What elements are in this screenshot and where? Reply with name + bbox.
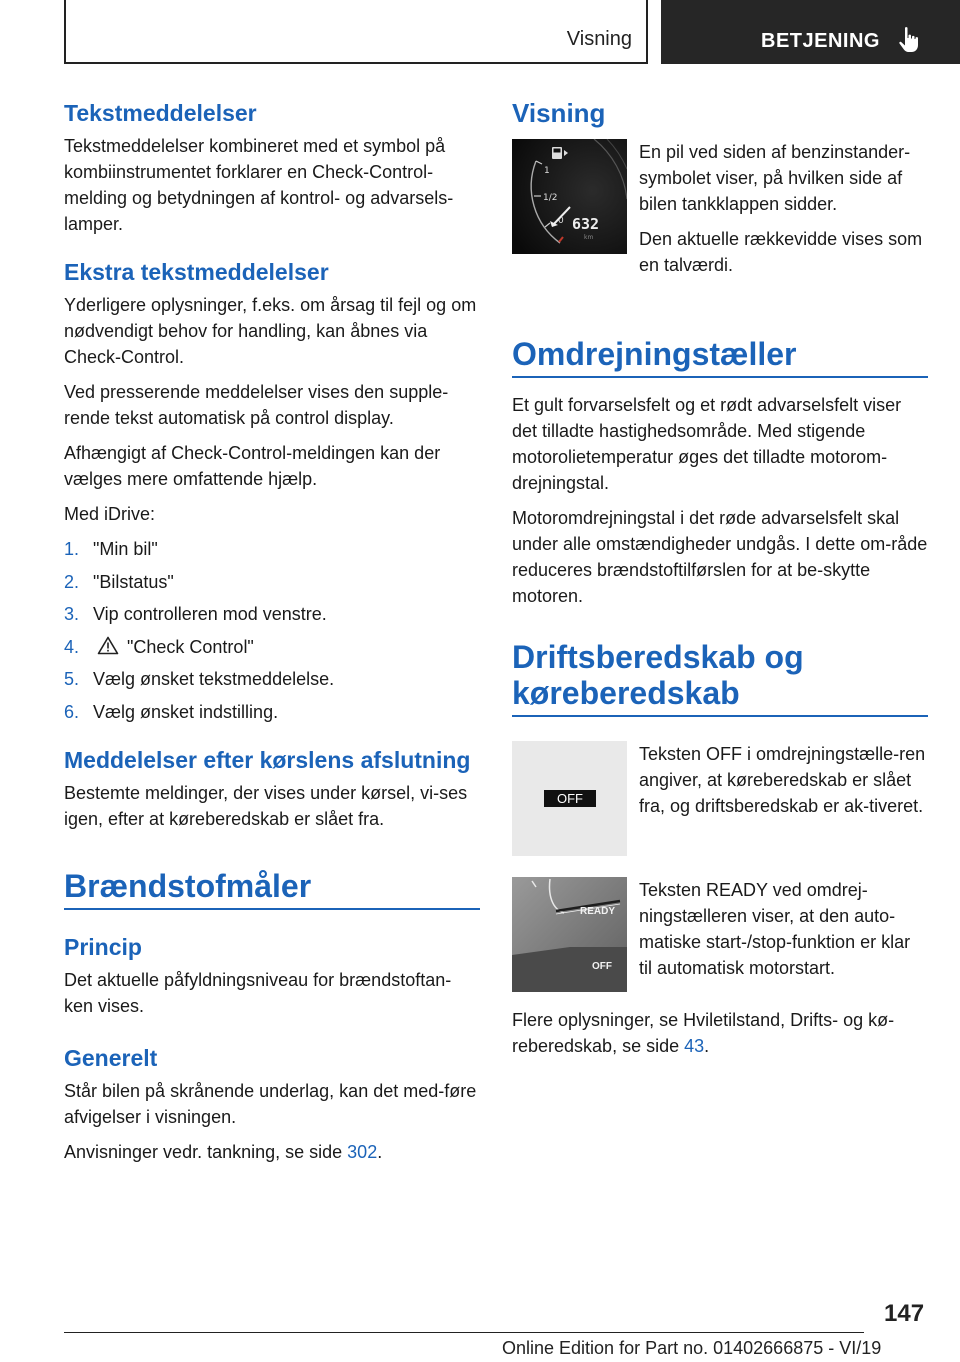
gauge-range-value: 632: [572, 215, 600, 233]
ref-text: Anvisninger vedr. tankning, se side: [64, 1141, 348, 1162]
heading-visning: Visning: [512, 98, 606, 128]
paragraph: Den aktuelle rækkevidde vises som en talværdi.: [639, 229, 923, 275]
heading-meddelelser-efter-korsel: Meddelelser efter kørslens afslutning: [64, 746, 471, 773]
section-heading-omdrejningstaeller-wrap: [512, 336, 928, 378]
heading-ekstra-tekstmeddelelser: Ekstra tekstmeddelelser: [64, 259, 329, 285]
paragraph: Bestemte meldinger, der vises under kørsel, vi-ses igen, efter at køreberedskab er slået fra.: [64, 782, 468, 829]
list-item: [64, 601, 480, 627]
step-number: 1.: [64, 539, 80, 559]
step-text: Vip controlleren mod venstre.: [93, 604, 327, 624]
pointing-hand-icon: [897, 26, 921, 54]
gauge-label-empty: 0: [558, 216, 564, 226]
off-figure-row: [512, 741, 928, 877]
gauge-label-half: 1/2: [543, 193, 558, 203]
header-chapter-tab: [661, 0, 960, 64]
step-number: 5.: [64, 669, 80, 689]
page-link-43[interactable]: 43: [684, 1036, 705, 1056]
paragraph: Med iDrive:: [64, 504, 156, 524]
step-text: "Min bil": [93, 539, 158, 559]
header-chapter-title: BETJENING: [761, 30, 880, 52]
ref-text: Flere oplysninger, se Hviletilstand, Drifts- og kø-reberedskab, se side: [512, 1010, 895, 1056]
heading-braendstofmaler: Brændstofmåler: [64, 867, 312, 904]
ready-figure-row: [512, 877, 928, 1001]
left-column: [64, 100, 480, 1174]
paragraph: Teksten OFF i omdrejningstælle-ren angiver, at køreberedskab er slået fra, og driftsberedskab er ak-tiveret.: [639, 744, 926, 816]
paragraph-page-ref: [64, 1139, 480, 1165]
off-indicator-label: OFF: [557, 791, 583, 806]
ready-off-indicator-label: OFF: [592, 961, 612, 972]
page-number: 147: [884, 1300, 925, 1327]
step-number: 4.: [64, 636, 80, 657]
paragraph: Et gult forvarselsfelt og et rødt advarselsfelt viser det tilladte hastighedsområde. Med stigende motorolietemperatur øges det tilladte motorom-drejningstal.: [512, 395, 902, 493]
paragraph: Yderligere oplysninger, f.eks. om årsag til fejl og om nødvendigt behov for handling, kan åbnes via Check-Control.: [64, 295, 477, 367]
step-text: Vælg ønsket indstilling.: [93, 701, 279, 722]
ready-indicator-label: READY: [580, 906, 616, 917]
list-item: [64, 634, 480, 660]
off-display-image: [512, 741, 627, 856]
off-description: [639, 741, 928, 819]
header-section-box: [64, 0, 648, 64]
step-number: 3.: [64, 604, 80, 624]
paragraph: Afhængigt af Check-Control-meldingen kan der vælges mere omfattende hjælp.: [64, 443, 441, 489]
ready-display-image: [512, 877, 627, 992]
edition-text: Online Edition for Part no. 01402666875 - VI/19: [502, 1338, 882, 1358]
paragraph: Tekstmeddelelser kombineret med et symbol på kombiinstrumentet forklarer en Check-Control-melding og betydningen af kontrol- og advarsels-lamper.: [64, 136, 454, 234]
fuel-gauge-description: [639, 139, 928, 278]
ref-text-end: .: [377, 1141, 383, 1162]
paragraph: Teksten READY ved omdrej-ningstælleren viser, at den auto-matiske start-/stop-funktion er klar til automatisk motorstart.: [639, 880, 911, 978]
heading-driftsberedskab: Driftsberedskab og køreberedskab: [512, 639, 804, 711]
list-item: [64, 699, 480, 725]
section-heading-braendstofmaler-wrap: [64, 868, 480, 910]
paragraph: Ved presserende meddelelser vises den supple-rende tekst automatisk på control display.: [64, 382, 449, 428]
fuel-gauge-figure-row: [512, 139, 928, 278]
step-text: Vælg ønsket tekstmeddelelse.: [93, 669, 335, 689]
idrive-steps-list: [64, 536, 480, 725]
heading-princip: Princip: [64, 933, 142, 960]
list-item: [64, 666, 480, 692]
list-item: [64, 536, 480, 562]
heading-omdrejningstaeller: Omdrejningstæller: [512, 336, 797, 372]
paragraph: Motoromdrejningstal i det røde advarselsfelt skal under alle omstændigheder undgås. I dette om-råde reduceres brændstoftilførslen for at be-skytte motoren.: [512, 508, 928, 606]
list-item: [64, 569, 480, 595]
ref-text-end: .: [704, 1036, 710, 1056]
paragraph: Det aktuelle påfyldningsniveau for brændstoftan-ken vises.: [64, 969, 452, 1016]
step-number: 2.: [64, 571, 80, 592]
paragraph-page-ref: [512, 1007, 928, 1059]
gauge-range-unit: km: [584, 234, 594, 241]
section-heading-driftsberedskab-wrap: [512, 639, 928, 717]
ready-description: [639, 877, 928, 981]
heading-tekstmeddelelser: Tekstmeddelelser: [64, 100, 257, 126]
step-text: "Check Control": [127, 636, 254, 657]
page-link-302[interactable]: 302: [347, 1141, 378, 1162]
warning-triangle-icon: [97, 636, 119, 655]
paragraph: Står bilen på skrånende underlag, kan det med-føre afvigelser i visningen.: [64, 1080, 477, 1127]
right-column: [512, 100, 928, 1068]
header-section-title: Visning: [566, 28, 632, 50]
gauge-label-full: 1: [544, 166, 550, 176]
fuel-gauge-image: [512, 139, 627, 254]
step-text: "Bilstatus": [93, 571, 174, 592]
heading-generelt: Generelt: [64, 1044, 158, 1071]
step-number: 6.: [64, 701, 80, 722]
paragraph: En pil ved siden af benzinstander-symbolet viser, på hvilken side af bilen tankklappen sidder.: [639, 142, 911, 214]
footer-divider: [64, 1332, 864, 1333]
